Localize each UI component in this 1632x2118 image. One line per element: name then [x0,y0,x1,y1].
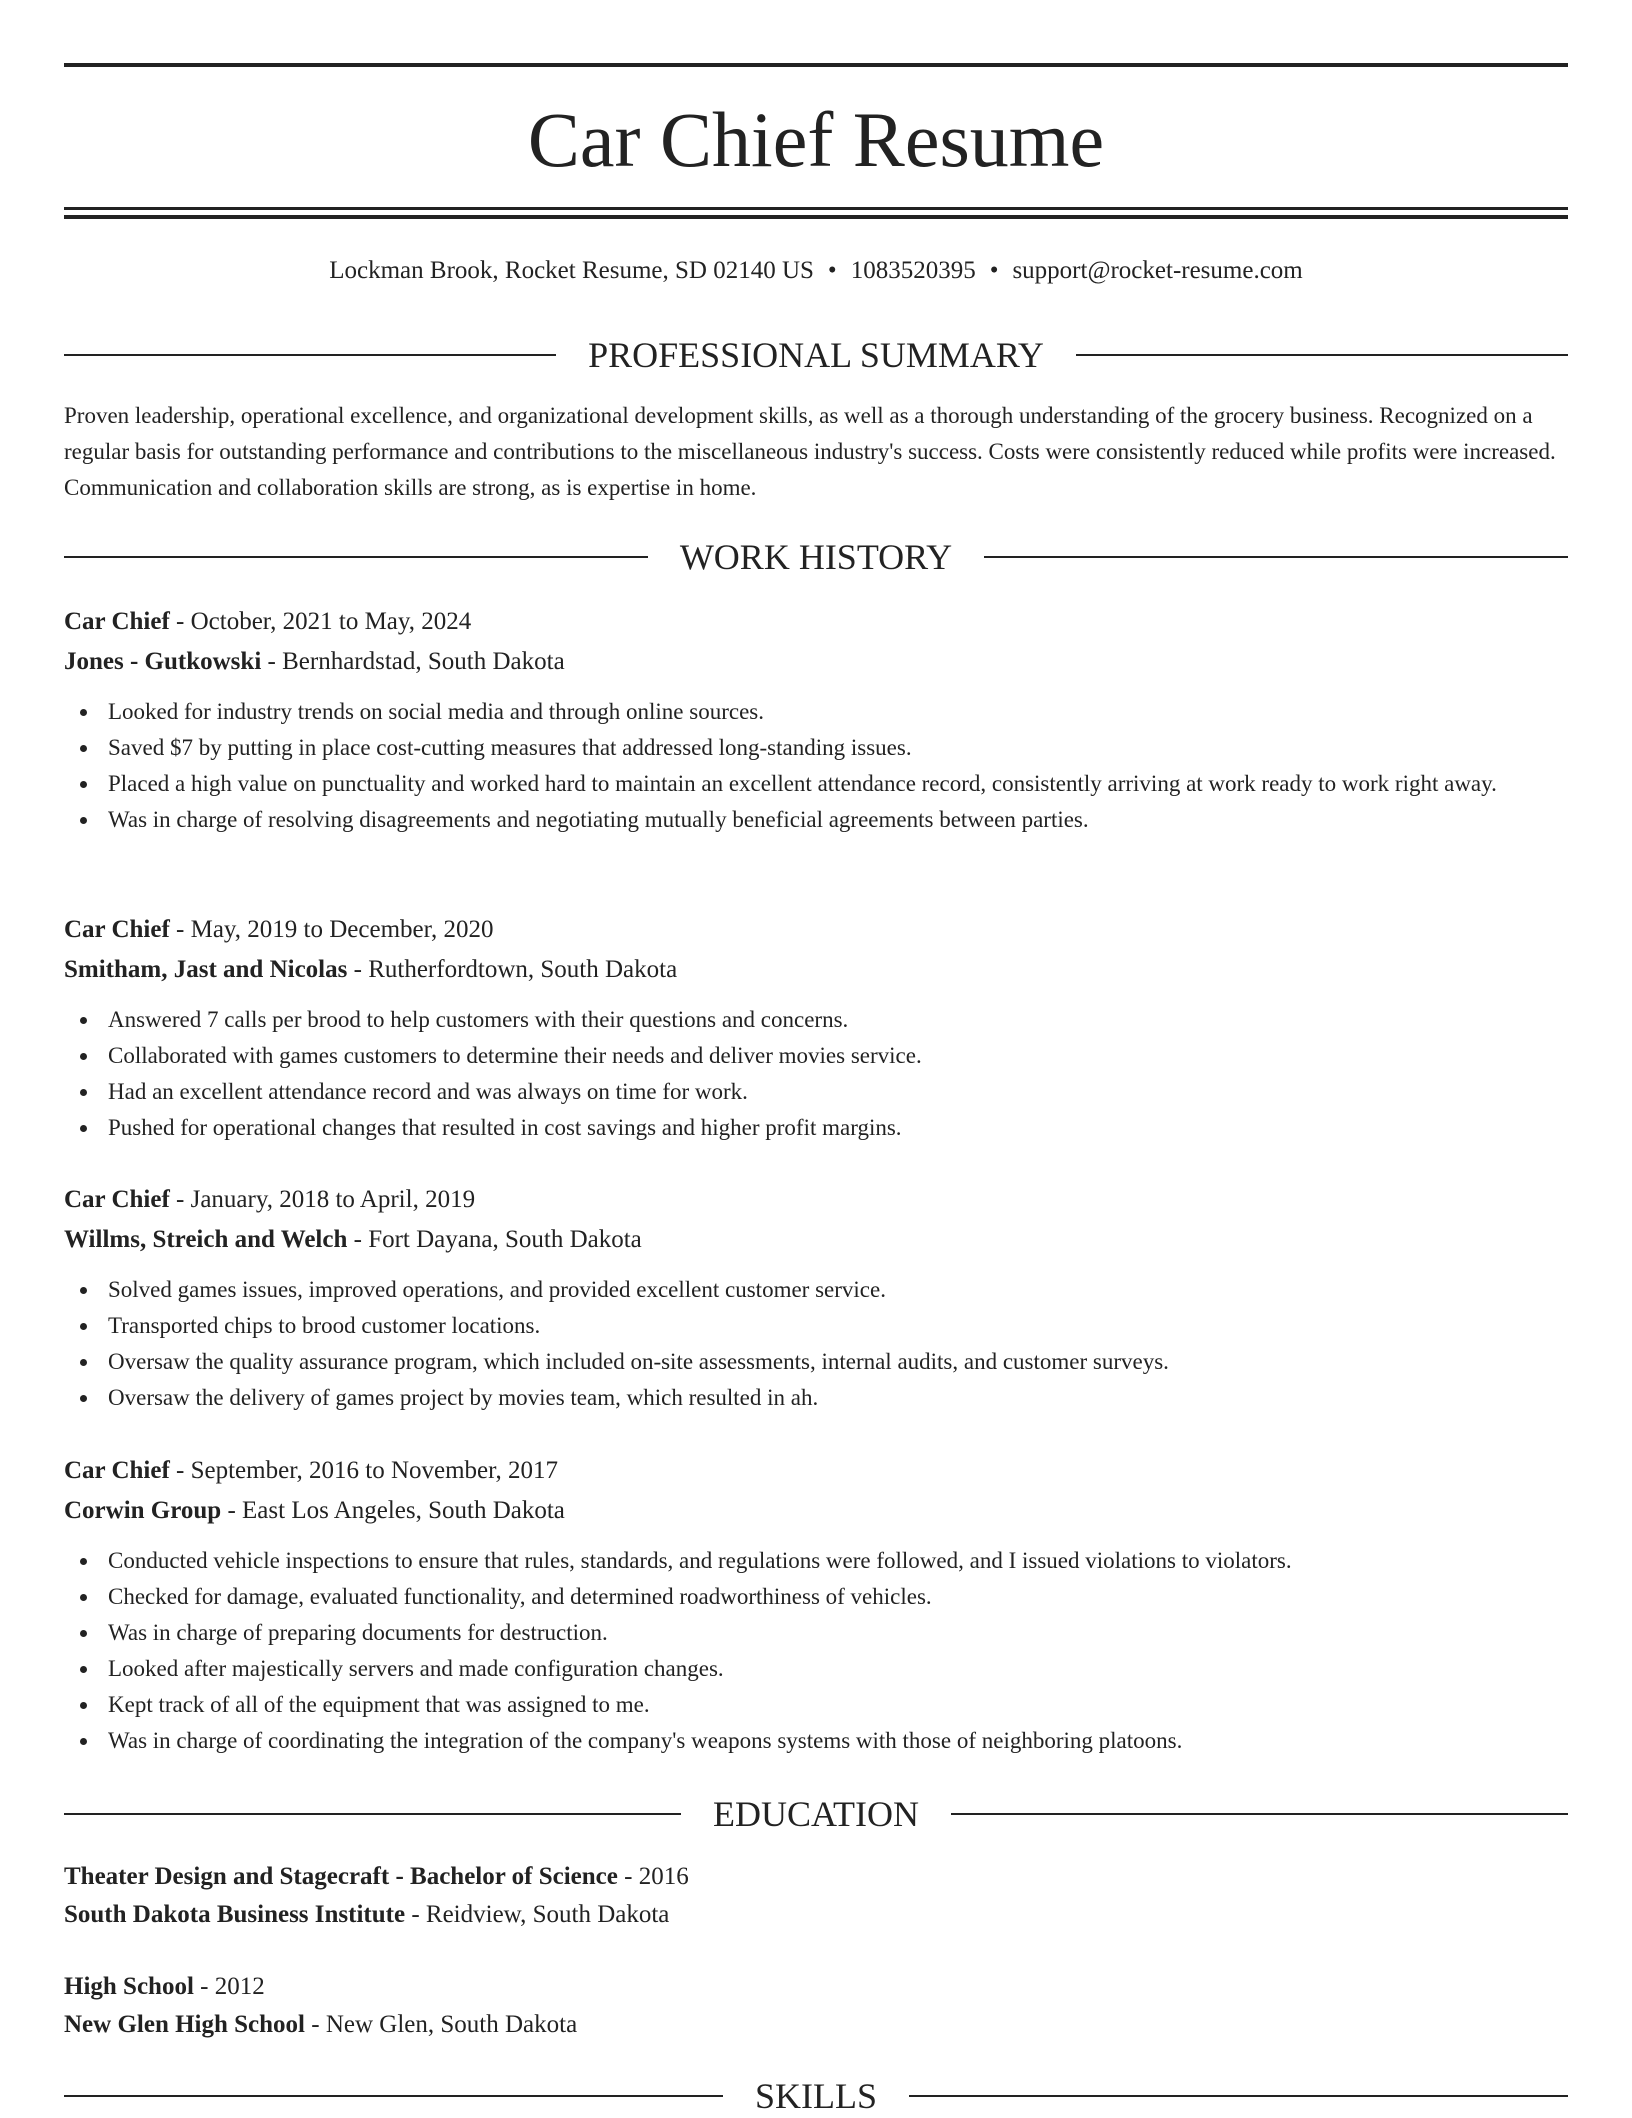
section-title: PROFESSIONAL SUMMARY [588,335,1044,375]
dash: - [169,1186,191,1213]
list-item: Looked for industry trends on social media and through online sources. [64,694,1568,730]
job-entry [64,602,1568,838]
job-entry [64,1451,1568,1759]
job-location: Fort Dayana, South Dakota [368,1226,642,1253]
job-company: Willms, Streich and Welch [64,1226,348,1253]
job-title: Car Chief [64,608,170,635]
job-dates: May, 2019 to December, 2020 [190,916,494,943]
school-line [64,1896,1568,1934]
degree-year: 2012 [214,1973,265,2000]
resume-title: Car Chief Resume [527,96,1105,183]
dash: - [193,1973,215,2000]
job-bullets [64,1002,1568,1146]
section-rule [984,556,1568,558]
job-title-line [64,602,1568,642]
list-item: Was in charge of resolving disagreements and negotiating mutually beneficial agreements between parties. [64,802,1568,838]
job-entry [64,910,1568,1146]
dash: - [169,608,191,635]
job-title: Car Chief [64,1457,170,1484]
job-entry [64,1180,1568,1416]
section-rule [64,1813,681,1815]
title-rule-lower [64,215,1568,219]
job-title-line [64,910,1568,950]
section-title: SKILLS [755,2076,878,2116]
dash: - [347,956,369,983]
list-item: Collaborated with games customers to determine their needs and deliver movies service. [64,1038,1568,1074]
list-item: Oversaw the quality assurance program, which included on-site assessments, internal audits, and customer surveys. [64,1344,1568,1380]
title-rule-upper [64,207,1568,210]
list-item: Was in charge of preparing documents for destruction. [64,1615,1568,1651]
dash: - [617,1863,639,1890]
degree: Theater Design and Stagecraft - Bachelor of Science [64,1863,618,1890]
contact-email: support@rocket-resume.com [1012,257,1303,284]
section-rule [64,354,556,356]
job-location: East Los Angeles, South Dakota [242,1497,565,1524]
job-bullets [64,1272,1568,1416]
degree-year: 2016 [638,1863,689,1890]
job-title-line [64,1451,1568,1491]
section-title: WORK HISTORY [679,537,953,577]
job-dates: September, 2016 to November, 2017 [190,1457,558,1484]
dash: - [347,1226,369,1253]
section-rule [64,556,648,558]
job-company-line [64,642,1568,682]
contact-separator: • [827,257,837,284]
job-dates: October, 2021 to May, 2024 [190,608,472,635]
job-company-line [64,950,1568,990]
section-header-summary [64,333,1568,377]
job-company-line [64,1491,1568,1531]
top-rule [64,63,1568,67]
contact-phone: 1083520395 [850,257,976,284]
list-item: Saved $7 by putting in place cost-cutting measures that addressed long-standing issues. [64,730,1568,766]
section-header-education [64,1792,1568,1836]
school-location: New Glen, South Dakota [325,2011,578,2038]
dash: - [221,1497,243,1524]
school-line [64,2006,1568,2044]
list-item: Kept track of all of the equipment that was assigned to me. [64,1687,1568,1723]
list-item: Oversaw the delivery of games project by movies team, which resulted in ah. [64,1380,1568,1416]
list-item: Looked after majestically servers and made configuration changes. [64,1651,1568,1687]
dash: - [169,916,191,943]
job-company: Corwin Group [64,1497,222,1524]
job-bullets [64,1543,1568,1759]
list-item: Solved games issues, improved operations, and provided excellent customer service. [64,1272,1568,1308]
job-location: Bernhardstad, South Dakota [282,648,565,675]
job-company: Jones - Gutkowski [64,648,262,675]
school: New Glen High School [64,2011,305,2038]
contact-line [64,254,1568,288]
summary-text: Proven leadership, operational excellence, and organizational development skills, as well as a thorough understanding of the grocery business. Recognized on a regular basis for outstanding performance and contributions to the miscellaneous industry's success. Costs were consistently reduced while profits were increased. Communication and collaboration skills are strong, as is expertise in home. [64,403,1556,500]
dash: - [405,1901,426,1928]
school-location: Reidview, South Dakota [425,1901,670,1928]
contact-address: Lockman Brook, Rocket Resume, SD 02140 US [329,257,814,284]
degree: High School [64,1973,194,2000]
job-title: Car Chief [64,1186,170,1213]
list-item: Conducted vehicle inspections to ensure that rules, standards, and regulations were followed, and I issued violations to violators. [64,1543,1568,1579]
list-item: Pushed for operational changes that resulted in cost savings and higher profit margins. [64,1110,1568,1146]
job-title: Car Chief [64,916,170,943]
education-entry [64,1858,1568,1934]
list-item: Checked for damage, evaluated functionality, and determined roadworthiness of vehicles. [64,1579,1568,1615]
dash: - [305,2011,326,2038]
school: South Dakota Business Institute [64,1901,406,1928]
job-bullets [64,694,1568,838]
section-rule [64,2095,723,2097]
job-location: Rutherfordtown, South Dakota [368,956,678,983]
education-entry [64,1968,1568,2044]
section-rule [951,1813,1568,1815]
section-title: EDUCATION [713,1794,919,1834]
section-rule [909,2095,1568,2097]
job-company-line [64,1220,1568,1260]
contact-separator: • [989,257,999,284]
list-item: Was in charge of coordinating the integration of the company's weapons systems with those of neighboring platoons. [64,1723,1568,1759]
list-item: Placed a high value on punctuality and worked hard to maintain an excellent attendance record, consistently arriving at work ready to work right away. [64,766,1568,802]
job-dates: January, 2018 to April, 2019 [190,1186,476,1213]
section-header-skills [64,2074,1568,2118]
list-item: Had an excellent attendance record and was always on time for work. [64,1074,1568,1110]
list-item: Answered 7 calls per brood to help customers with their questions and concerns. [64,1002,1568,1038]
job-title-line [64,1180,1568,1220]
degree-line [64,1968,1568,2006]
list-item: Transported chips to brood customer locations. [64,1308,1568,1344]
section-rule [1076,354,1568,356]
dash: - [261,648,283,675]
section-header-work [64,535,1568,579]
degree-line [64,1858,1568,1896]
dash: - [169,1457,191,1484]
job-company: Smitham, Jast and Nicolas [64,956,348,983]
